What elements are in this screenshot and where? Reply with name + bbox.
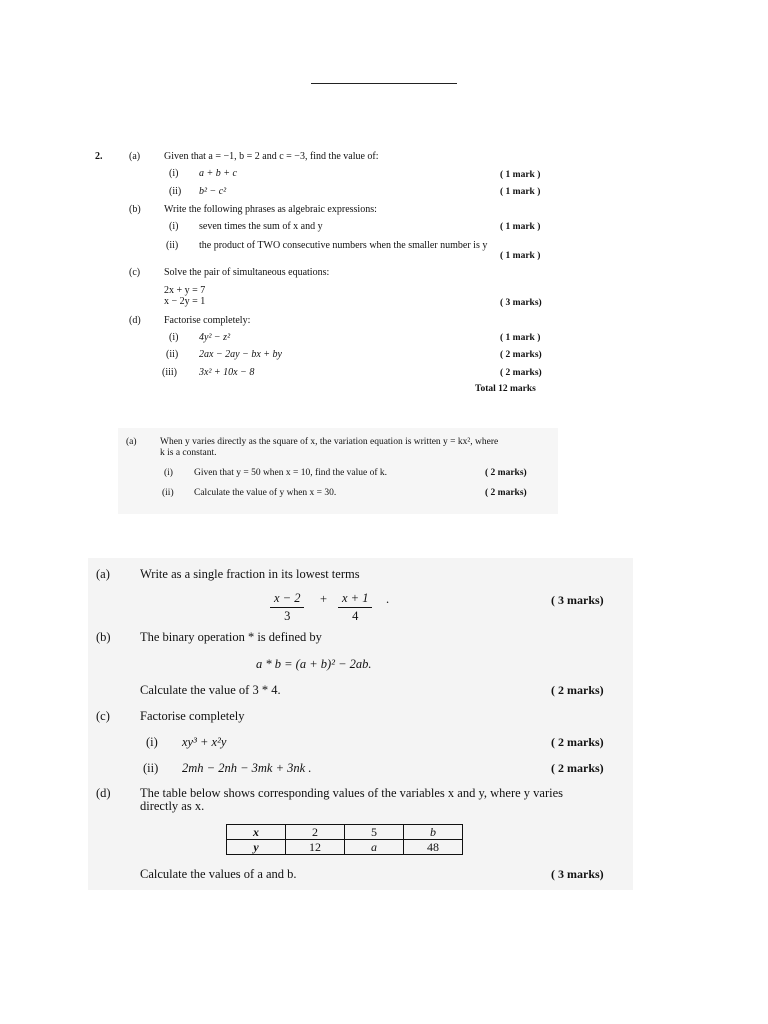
total-marks: Total 12 marks [475, 384, 536, 394]
table-cell: x [227, 825, 286, 840]
part-b-ii-text: the product of TWO consecutive numbers when the smaller number is y [199, 240, 488, 251]
s3-part-d-text-line-2: directly as x. [140, 799, 205, 813]
part-c-equation-1: 2x + y = 7 [164, 285, 206, 296]
table-cell: a [345, 840, 404, 855]
part-b-i-label: (i) [169, 221, 179, 232]
variation-table [226, 824, 463, 855]
fraction-2-denominator: 4 [352, 609, 359, 623]
s3-part-a-marks: ( 3 marks) [551, 593, 604, 607]
part-c-text: Solve the pair of simultaneous equations: [164, 267, 330, 278]
s3-part-c-ii-label: (ii) [143, 761, 159, 775]
table-row [227, 825, 463, 840]
part-a-ii-marks: ( 1 mark ) [500, 187, 541, 197]
table-cell: 12 [286, 840, 345, 855]
s3-part-c-ii-expr: 2mh − 2nh − 3mk + 3nk . [182, 761, 312, 775]
variation-ii-label: (ii) [162, 488, 174, 498]
variation-i-text: Given that y = 50 when x = 10, find the value of k. [194, 468, 388, 478]
part-d-i-label: (i) [169, 332, 179, 343]
part-b-ii-label: (ii) [166, 240, 179, 251]
part-b-label: (b) [129, 204, 141, 215]
table-cell: 48 [404, 840, 463, 855]
s3-part-c-ii-marks: ( 2 marks) [551, 761, 604, 775]
s3-part-d-calc: Calculate the values of a and b. [140, 867, 297, 881]
s3-part-b-marks: ( 2 marks) [551, 683, 604, 697]
part-b-i-text: seven times the sum of x and y [199, 221, 323, 232]
fraction-period: . [386, 592, 390, 606]
part-c-equation-2: x − 2y = 1 [164, 296, 206, 307]
fraction-1 [270, 591, 304, 624]
part-a-i-label: (i) [169, 168, 179, 179]
part-d-i-marks: ( 1 mark ) [500, 333, 541, 343]
part-d-ii-expr: 2ax − 2ay − bx + by [199, 349, 282, 360]
binary-operation-definition: a * b = (a + b)² − 2ab. [256, 657, 372, 671]
variation-text-line-2: k is a constant. [160, 448, 217, 458]
variation-i-label: (i) [164, 468, 173, 478]
table-cell: b [404, 825, 463, 840]
variation-ii-marks: ( 2 marks) [485, 488, 527, 498]
question-number: 2. [95, 151, 103, 162]
part-d-iii-expr: 3x² + 10x − 8 [199, 367, 255, 378]
fraction-1-denominator: 3 [284, 609, 291, 623]
s3-part-c-i-marks: ( 2 marks) [551, 735, 604, 749]
s3-part-a-label: (a) [96, 567, 110, 581]
fraction-2-numerator: x + 1 [338, 591, 372, 608]
part-c-marks: ( 3 marks) [500, 298, 542, 308]
part-a-ii-expr: b² − c² [199, 186, 227, 197]
s3-part-c-i-label: (i) [146, 735, 158, 749]
part-b-text: Write the following phrases as algebraic expressions: [164, 204, 377, 215]
variation-text-line-1: When y varies directly as the square of x, the variation equation is written y = kx², where [160, 437, 499, 447]
table-cell: y [227, 840, 286, 855]
part-c-label: (c) [129, 267, 141, 278]
part-d-ii-marks: ( 2 marks) [500, 350, 542, 360]
variation-ii-text: Calculate the value of y when x = 30. [194, 488, 337, 498]
part-d-label: (d) [129, 315, 141, 326]
table-cell: 2 [286, 825, 345, 840]
part-b-i-marks: ( 1 mark ) [500, 222, 541, 232]
part-d-text: Factorise completely: [164, 315, 251, 326]
s3-part-b-text: The binary operation * is defined by [140, 630, 322, 644]
s3-part-c-i-expr: xy³ + x²y [182, 735, 227, 749]
s3-part-c-text: Factorise completely [140, 709, 245, 723]
part-a-text: Given that a = −1, b = 2 and c = −3, find the value of: [164, 151, 379, 162]
table-row [227, 840, 463, 855]
part-a-label: (a) [129, 151, 141, 162]
fraction-2 [338, 591, 372, 624]
s3-part-a-text: Write as a single fraction in its lowest terms [140, 567, 360, 581]
part-a-ii-label: (ii) [169, 186, 182, 197]
variation-part-a-label: (a) [126, 437, 137, 447]
s3-part-b-calc: Calculate the value of 3 * 4. [140, 683, 281, 697]
s3-part-d-label: (d) [96, 786, 111, 800]
fraction-1-numerator: x − 2 [270, 591, 304, 608]
part-a-i-expr: a + b + c [199, 168, 237, 179]
s3-part-b-label: (b) [96, 630, 111, 644]
part-a-i-marks: ( 1 mark ) [500, 170, 541, 180]
part-d-iii-marks: ( 2 marks) [500, 368, 542, 378]
table-cell: 5 [345, 825, 404, 840]
plus-sign: + [320, 592, 328, 606]
part-d-i-expr: 4y² − z² [199, 332, 231, 343]
part-b-ii-marks: ( 1 mark ) [500, 251, 541, 261]
part-d-ii-label: (ii) [166, 349, 179, 360]
part-d-iii-label: (iii) [162, 367, 177, 378]
top-rule [311, 83, 457, 84]
s3-part-d-marks: ( 3 marks) [551, 867, 604, 881]
s3-part-d-text-line-1: The table below shows corresponding values of the variables x and y, where y varies [140, 786, 564, 800]
s3-part-c-label: (c) [96, 709, 110, 723]
variation-i-marks: ( 2 marks) [485, 468, 527, 478]
